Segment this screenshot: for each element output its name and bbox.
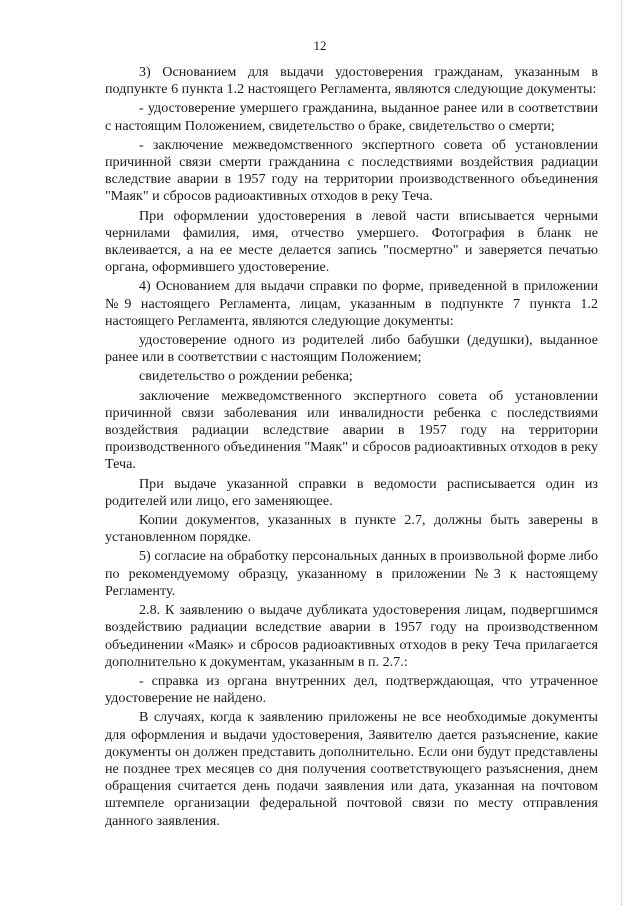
paragraph: удостоверение одного из родителей либо бабушки (дедушки), выданное ранее или в соответствии с настоящим Положением; — [105, 332, 598, 366]
paragraph: При выдаче указанной справки в ведомости расписывается один из родителей или лицо, его заменяющее. — [105, 475, 598, 509]
paragraph: заключение межведомственного экспертного совета об установлении причинной связи заболевания или инвалидности ребенка с последствиями воздействия радиации вследствие аварии в 1957 году на территории производственного объединения "Маяк" и сбросов радиоактивных отходов в реку Теча. — [105, 387, 598, 473]
paragraph: 5) согласие на обработку персональных данных в произвольной форме либо по рекомендуемому образцу, указанному в приложении №3 к настоящему Регламенту. — [105, 548, 598, 599]
paragraph: свидетельство о рождении ребенка; — [139, 368, 353, 385]
paragraph: - заключение межведомственного экспертного совета об установлении причинной связи смерти гражданина с последствиями воздействия радиации вследствие аварии в 1957 году на территории производственного объединения "Маяк" и сбросов радиоактивных отходов в реку Теча. — [105, 136, 598, 205]
paragraph: При оформлении удостоверения в левой части вписывается черными чернилами фамилия, имя, отчество умершего. Фотография в бланк не вклеивается, а на ее месте делается запись "посмертно" и заверяется печатью органа, оформившего удостоверение. — [105, 207, 598, 276]
paragraph: - справка из органа внутренних дел, подтверждающая, что утраченное удостоверение не найдено. — [105, 672, 598, 707]
paragraph: 4) Основанием для выдачи справки по форме, приведенной в приложении №9 настоящего Регламента, лицам, указанным в подпункте 7 пункта 1.2 настоящего Регламента, являются следующие документы: — [105, 278, 598, 329]
paragraph: - удостоверение умершего гражданина, выданное ранее или в соответствии с настоящим Положением, свидетельство о браке, свидетельство о смерти; — [105, 100, 598, 134]
paragraph: 2.8. К заявлению о выдаче дубликата удостоверения лицам, подвергшимся воздействию радиации вследствие аварии в 1957 году на производственном объединении «Маяк» и сбросов радиоактивных отходов в реку Теча прилагается дополнительно к документам, указанным в п. 2.7.: — [105, 602, 598, 670]
page-number: 12 — [313, 38, 327, 53]
paragraph: Копии документов, указанных в пункте 2.7, должны быть заверены в установленном порядке. — [105, 512, 598, 546]
paragraph: 3) Основанием для выдачи удостоверения гражданам, указанным в подпункте 6 пункта 1.2 настоящего Регламента, являются следующие документы: — [105, 64, 598, 98]
scan-edge-line — [620, 0, 622, 905]
paragraph: В случаях, когда к заявлению приложены не все необходимые документы для оформления и выдачи удостоверения, Заявителю дается разъяснение, какие документы он должен представить дополнительно. Если они будут представлены не позднее трех месяцев со дня получения соответствующего разъяснения, днем обращения считается день подачи заявления или дата, указанная на почтовом штемпеле организации федеральной почтовой связи по месту отправления данного заявления. — [105, 709, 598, 829]
document-body — [105, 64, 598, 832]
